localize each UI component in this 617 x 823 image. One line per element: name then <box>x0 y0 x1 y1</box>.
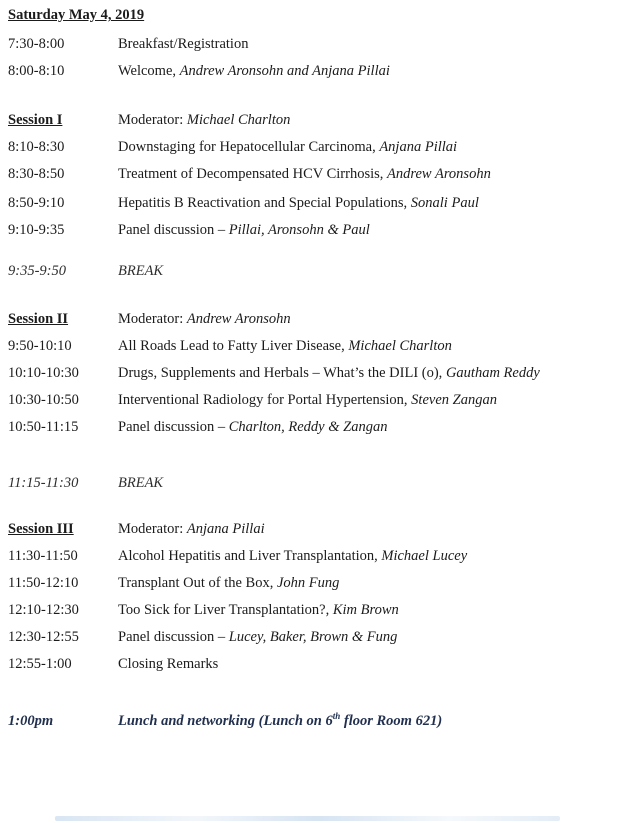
time-cell: 9:50-10:10 <box>8 338 72 354</box>
speaker-name: Michael Lucey <box>381 548 468 564</box>
time-cell: 12:30-12:55 <box>8 629 79 645</box>
event-description <box>118 166 613 182</box>
session-header-row <box>8 521 613 537</box>
time-cell: 9:10-9:35 <box>8 222 65 238</box>
speaker-name: Anjana Pillai <box>379 139 458 155</box>
event-title: Too Sick for Liver Transplantation?, <box>118 602 333 618</box>
schedule-row <box>8 392 613 408</box>
event-title: Transplant Out of the Box, <box>118 575 277 591</box>
schedule-row <box>8 195 613 211</box>
speaker-name: Andrew Aronsohn <box>387 166 491 182</box>
event-description <box>118 575 613 591</box>
speaker-name: Andrew Aronsohn and Anjana Pillai <box>179 63 390 79</box>
event-description <box>118 139 613 155</box>
moderator-name: Andrew Aronsohn <box>186 311 291 327</box>
time-cell: 8:50-9:10 <box>8 195 65 211</box>
moderator-label: Moderator: <box>118 112 187 128</box>
speaker-name: Michael Charlton <box>348 338 452 354</box>
time-cell: 1:00pm <box>8 713 54 729</box>
event-title: Panel discussion – <box>118 222 229 238</box>
session-label: Session I <box>8 112 63 128</box>
ordinal-superscript: th <box>332 711 341 722</box>
event-title: Welcome, <box>118 63 180 79</box>
schedule-row <box>8 139 613 155</box>
session-label: Session II <box>8 311 69 327</box>
event-title: Hepatitis B Reactivation and Special Populations, <box>118 195 411 211</box>
speaker-name: Charlton, Reddy & Zangan <box>228 419 388 435</box>
schedule-row <box>8 166 613 182</box>
moderator-label: Moderator: <box>118 521 187 537</box>
break-label: BREAK <box>118 475 164 491</box>
break-row <box>8 475 613 491</box>
event-description <box>118 629 613 645</box>
event-title: Drugs, Supplements and Herbals – What’s the DILI (o), <box>118 365 446 381</box>
session-cell <box>8 311 118 327</box>
event-title: Downstaging for Hepatocellular Carcinoma, <box>118 139 380 155</box>
speaker-name: Lucey, Baker, Brown & Fung <box>228 629 398 645</box>
time-cell: 8:30-8:50 <box>8 166 65 182</box>
time-cell: 11:50-12:10 <box>8 575 79 591</box>
time-cell: 11:15-11:30 <box>8 475 79 491</box>
speaker-name: Steven Zangan <box>411 392 497 408</box>
speaker-name: John Fung <box>276 575 340 591</box>
schedule-row <box>8 602 613 618</box>
time-cell: 8:10-8:30 <box>8 139 65 155</box>
schedule-row <box>8 656 613 672</box>
moderator-line <box>118 112 613 128</box>
event-description <box>118 338 613 354</box>
event-title: All Roads Lead to Fatty Liver Disease, <box>118 338 349 354</box>
session-header-row <box>8 112 613 128</box>
session-cell <box>8 521 118 537</box>
speaker-name: Pillai, Aronsohn & Paul <box>228 222 370 238</box>
event-description <box>118 548 613 564</box>
schedule-row <box>8 419 613 435</box>
speaker-name: Kim Brown <box>332 602 399 618</box>
schedule-row <box>8 63 613 79</box>
event-description <box>118 419 613 435</box>
speaker-name: Sonali Paul <box>410 195 479 211</box>
schedule-row <box>8 36 613 52</box>
moderator-line <box>118 521 613 537</box>
time-cell: 10:50-11:15 <box>8 419 79 435</box>
event-title: Closing Remarks <box>118 656 219 672</box>
time-cell: 12:10-12:30 <box>8 602 79 618</box>
schedule-row <box>8 548 613 564</box>
session-header-row <box>8 311 613 327</box>
lunch-text <box>118 713 613 729</box>
lunch-row <box>8 713 613 729</box>
time-cell: 12:55-1:00 <box>8 656 72 672</box>
schedule-row <box>8 575 613 591</box>
event-description <box>118 365 613 381</box>
schedule-row <box>8 629 613 645</box>
schedule-row <box>8 338 613 354</box>
break-label: BREAK <box>118 263 164 279</box>
date-heading: Saturday May 4, 2019 <box>8 7 145 23</box>
event-description <box>118 222 613 238</box>
event-title: Panel discussion – <box>118 629 229 645</box>
event-description <box>118 392 613 408</box>
schedule-row <box>8 365 613 381</box>
moderator-name: Michael Charlton <box>186 112 291 128</box>
event-description <box>118 63 613 79</box>
lunch-text-post: floor Room 621) <box>340 713 443 729</box>
session-label: Session III <box>8 521 74 537</box>
time-cell: 9:35-9:50 <box>8 263 66 279</box>
event-description <box>118 602 613 618</box>
speaker-name: Gautham Reddy <box>445 365 540 381</box>
time-cell: 11:30-11:50 <box>8 548 78 564</box>
bottom-blue-artifact <box>55 816 560 821</box>
moderator-line <box>118 311 613 327</box>
time-cell: 10:10-10:30 <box>8 365 79 381</box>
schedule-row <box>8 222 613 238</box>
break-row <box>8 263 613 279</box>
time-cell: 10:30-10:50 <box>8 392 79 408</box>
event-title: Panel discussion – <box>118 419 229 435</box>
time-cell: 8:00-8:10 <box>8 63 65 79</box>
time-cell: 7:30-8:00 <box>8 36 65 52</box>
moderator-label: Moderator: <box>118 311 187 327</box>
event-description <box>118 195 613 211</box>
event-title: Breakfast/Registration <box>118 36 249 52</box>
session-cell <box>8 112 118 128</box>
moderator-name: Anjana Pillai <box>186 521 265 537</box>
lunch-text-pre: Lunch and networking (Lunch on 6 <box>118 713 333 729</box>
event-title: Treatment of Decompensated HCV Cirrhosis, <box>118 166 388 182</box>
event-title: Alcohol Hepatitis and Liver Transplantation, <box>118 548 382 564</box>
event-title: Interventional Radiology for Portal Hypertension, <box>118 392 412 408</box>
